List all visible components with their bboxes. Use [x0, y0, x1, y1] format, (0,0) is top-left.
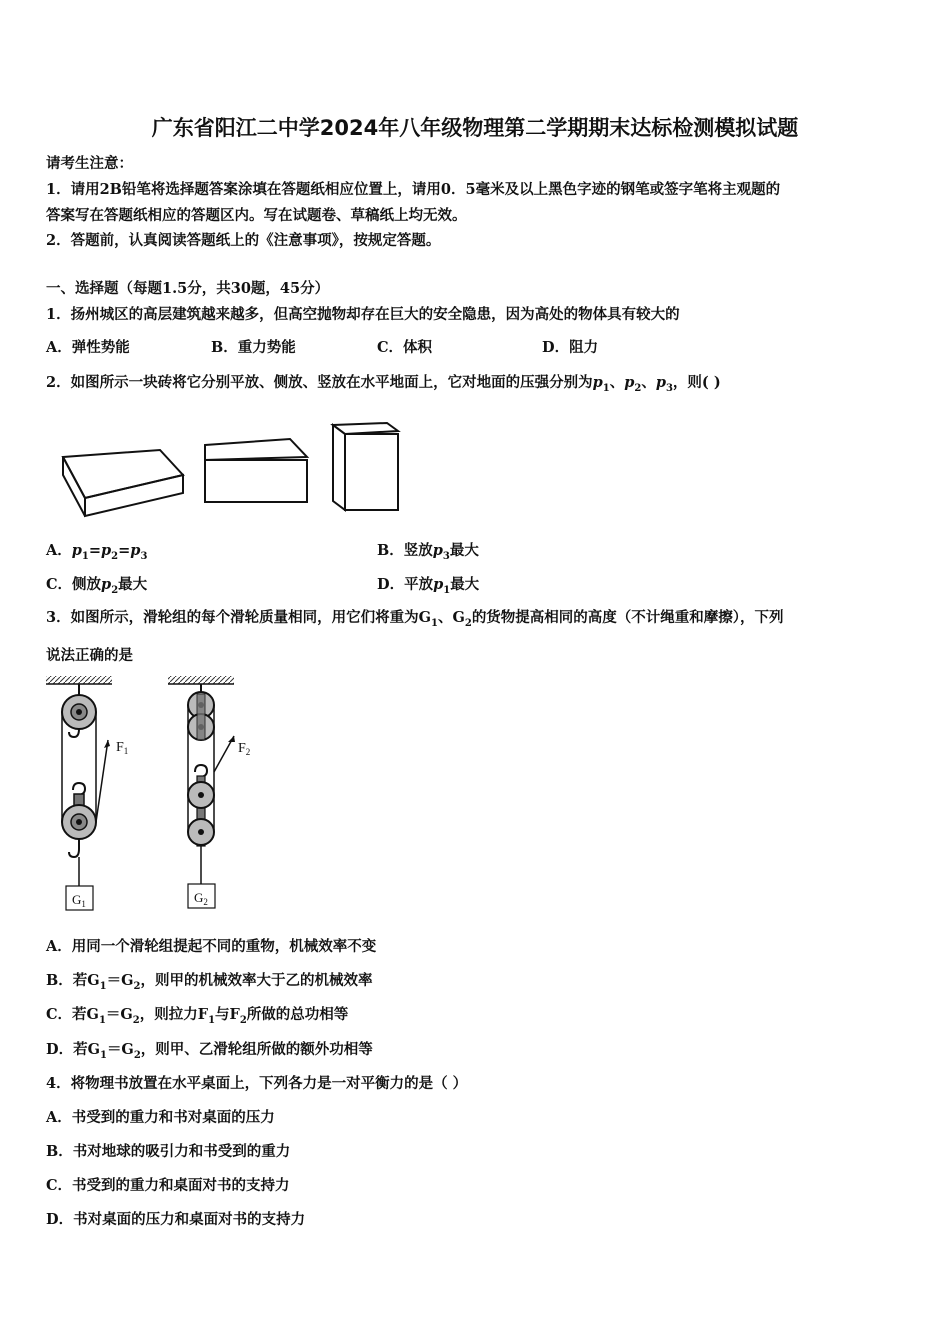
q2-option-b[interactable]: B．竖放$p_3$最大 [377, 542, 479, 562]
pulley-figure [40, 672, 280, 917]
g1-label: $G_1$ [72, 892, 86, 909]
f2-label: $F_2$ [238, 741, 251, 757]
notice-item-1: 1．请用2B铅笔将选择题答案涂填在答题纸相应位置上，请用0．5毫米及以上黑色字迹的钢笔或签字笔将主观题的 [46, 181, 781, 198]
q1-option-d[interactable]: D．阻力 [542, 339, 599, 356]
q1-option-a[interactable]: A．弹性势能 [46, 339, 130, 356]
q3-option-c[interactable]: C．若$G_1=G_2$，则拉力$F_1$与$F_2$所做的总功相等 [46, 1006, 349, 1026]
q2-option-a[interactable]: A．$p_1=p_2=p_3$ [46, 542, 148, 562]
q3-stem: 3．如图所示，滑轮组的每个滑轮质量相同，用它们将重为$G_1$、$G_2$的货物提高相同的高度（不计绳重和摩擦），下列 [46, 609, 784, 629]
q4-option-c[interactable]: C．书受到的重力和桌面对书的支持力 [46, 1177, 290, 1194]
f1-label: $F_1$ [116, 740, 129, 756]
q3-option-b[interactable]: B．若$G_1=G_2$，则甲的机械效率大于乙的机械效率 [46, 972, 373, 992]
notice-heading: 请考生注意： [46, 155, 133, 172]
q1-option-b[interactable]: B．重力势能 [211, 339, 296, 356]
brick-flat [63, 450, 183, 516]
q4-option-b[interactable]: B．书对地球的吸引力和书受到的重力 [46, 1143, 291, 1160]
notice-item-1-cont: 答案写在答题纸相应的答题区内。写在试题卷、草稿纸上均无效。 [46, 207, 467, 224]
g2-label: $G_2$ [194, 890, 208, 907]
q3-option-a[interactable]: A．用同一个滑轮组提起不同的重物，机械效率不变 [46, 938, 377, 955]
notice-item-2: 2．答题前，认真阅读答题纸上的《注意事项》，按规定答题。 [46, 232, 441, 249]
q2-option-c[interactable]: C．侧放$p_2$最大 [46, 576, 148, 596]
q4-option-a[interactable]: A．书受到的重力和书对桌面的压力 [46, 1109, 275, 1126]
q1-stem: 1．扬州城区的高层建筑越来越多，但高空抛物却存在巨大的安全隐患，因为高处的物体具有较大的 [46, 306, 680, 323]
brick-figure [55, 415, 415, 520]
page-title: 广东省阳江二中学2024年八年级物理第二学期期末达标检测模拟试题 [151, 116, 799, 140]
section-heading: 一、选择题（每题1.5分，共30题，45分） [46, 280, 330, 297]
pulley-system-1 [46, 676, 128, 910]
q2-option-d[interactable]: D．平放$p_1$最大 [377, 576, 480, 596]
q3-option-d[interactable]: D．若$G_1=G_2$，则甲、乙滑轮组所做的额外功相等 [46, 1041, 373, 1061]
pulley-system-2 [168, 676, 250, 908]
q1-option-c[interactable]: C．体积 [377, 339, 433, 356]
q4-stem: 4．将物理书放置在水平桌面上，下列各力是一对平衡力的是（ ） [46, 1075, 468, 1092]
q3-stem-cont: 说法正确的是 [46, 647, 133, 664]
q4-option-d[interactable]: D．书对桌面的压力和桌面对书的支持力 [46, 1211, 306, 1228]
q2-stem: 2．如图所示一块砖将它分别平放、侧放、竖放在水平地面上，它对地面的压强分别为$p_1$、$p_2$、$p_3$，则( ) [46, 374, 721, 394]
brick-vertical [333, 423, 398, 510]
brick-side [205, 439, 307, 502]
